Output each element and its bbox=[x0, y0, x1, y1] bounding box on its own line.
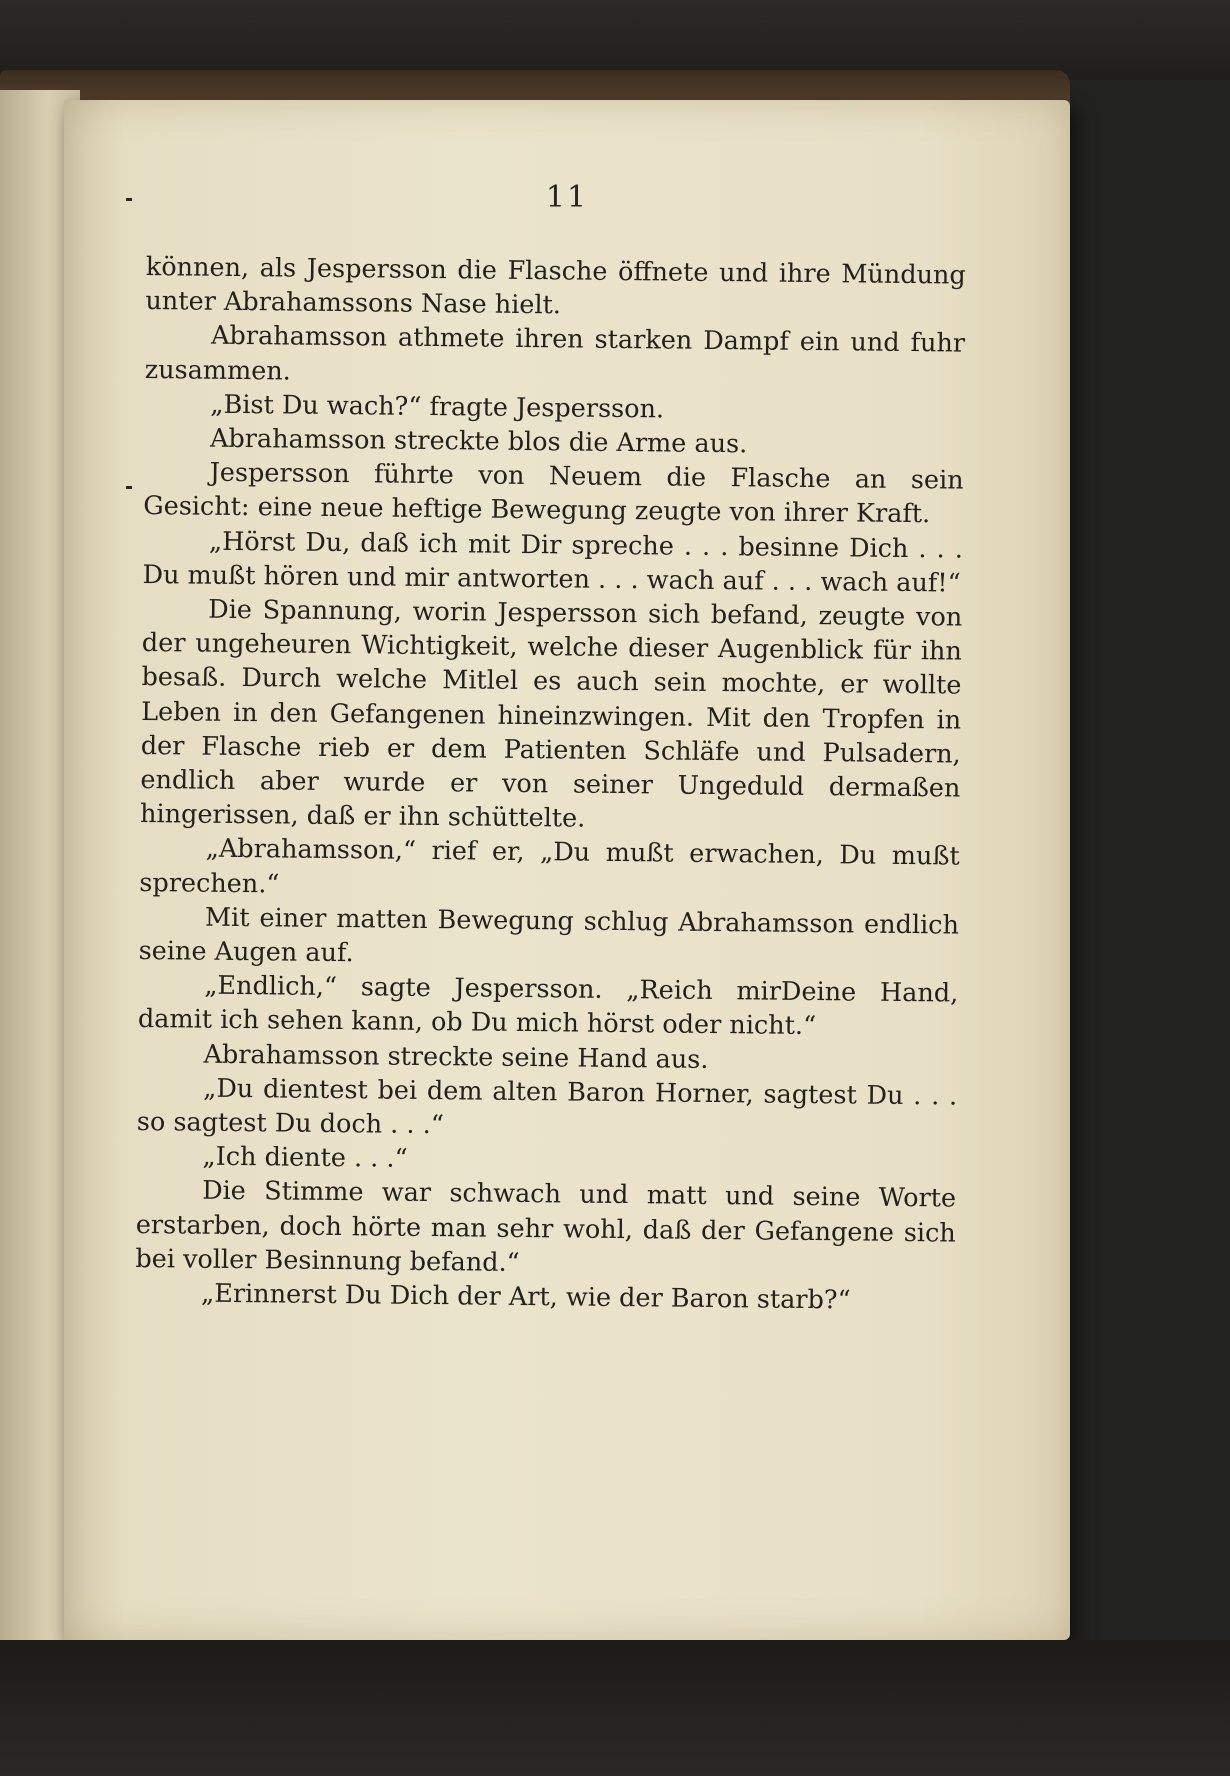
paragraph: „Du dientest bei dem alten Baron Horner, sagtest Du . . . so sagtest Du doch . . .“ bbox=[136, 1073, 958, 1141]
paragraph: „Erinnerst Du Dich der Art, wie der Baron starb?“ bbox=[200, 1278, 851, 1316]
paragraph: „Endlich,“ sagte Jespersson. „Reich mirDeine Hand, damit ich sehen kann, ob Du mich hörst oder nicht.“ bbox=[137, 970, 959, 1042]
paragraph: können, als Jespersson die Flasche öffnete und ihre Mündung unter Abrahamssons Nase hielt. bbox=[145, 251, 966, 321]
paragraph: Abrahamsson streckte seine Hand aus. bbox=[203, 1039, 709, 1075]
paragraph: Die Stimme war schwach und matt und seine Worte erstarben, doch hörte man sehr wohl, daß der Gefangene sich bei voller Besinnung befand.“ bbox=[135, 1176, 957, 1278]
page-number: 11 bbox=[545, 180, 589, 215]
paragraph: Abrahamsson athmete ihren starken Dampf ein und fuhr zusammen. bbox=[144, 321, 966, 387]
paragraph: „Abrahamsson,“ rief er, „Du mußt erwachen, Du mußt sprechen.“ bbox=[139, 834, 960, 900]
paragraph: Die Spannung, worin Jespersson sich befand, zeugte von der ungeheuren Wichtigkeit, welche dieser Augenblick für ihn besaß. Durch welche Mitlel es auch sein mochte, er wollte Leben in den Gefangenen hineinzwingen. Mit den Tropfen in der Flasche rieb er dem Patienten Schläfe und Pulsadern, endlich aber wurde er von seiner Ungeduld dermaßen hingerissen, daß er ihn schüttelte. bbox=[139, 594, 963, 834]
book-page bbox=[64, 100, 1070, 1640]
paragraph: „Ich diente . . .“ bbox=[202, 1141, 408, 1175]
paragraph: Mit einer matten Bewegung schlug Abrahamsson endlich seine Augen auf. bbox=[138, 902, 960, 969]
background-bottom bbox=[0, 1640, 1230, 1776]
paragraph: Jespersson führte von Neuem die Flasche an sein Gesicht: eine neue heftige Bewegung zeugte von ihrer Kraft. bbox=[143, 457, 964, 530]
margin-mark bbox=[126, 486, 132, 489]
background bbox=[0, 0, 1230, 80]
page-text bbox=[135, 250, 966, 1319]
paragraph: „Bist Du wach?“ fragte Jespersson. bbox=[210, 389, 665, 425]
paragraph: Abrahamsson streckte blos die Arme aus. bbox=[209, 423, 748, 460]
paragraph: „Hörst Du, daß ich mit Dir spreche . . . besinne Dich . . . Du mußt hören und mir antworten . . . wach auf . . . wach auf!“ bbox=[142, 526, 964, 599]
